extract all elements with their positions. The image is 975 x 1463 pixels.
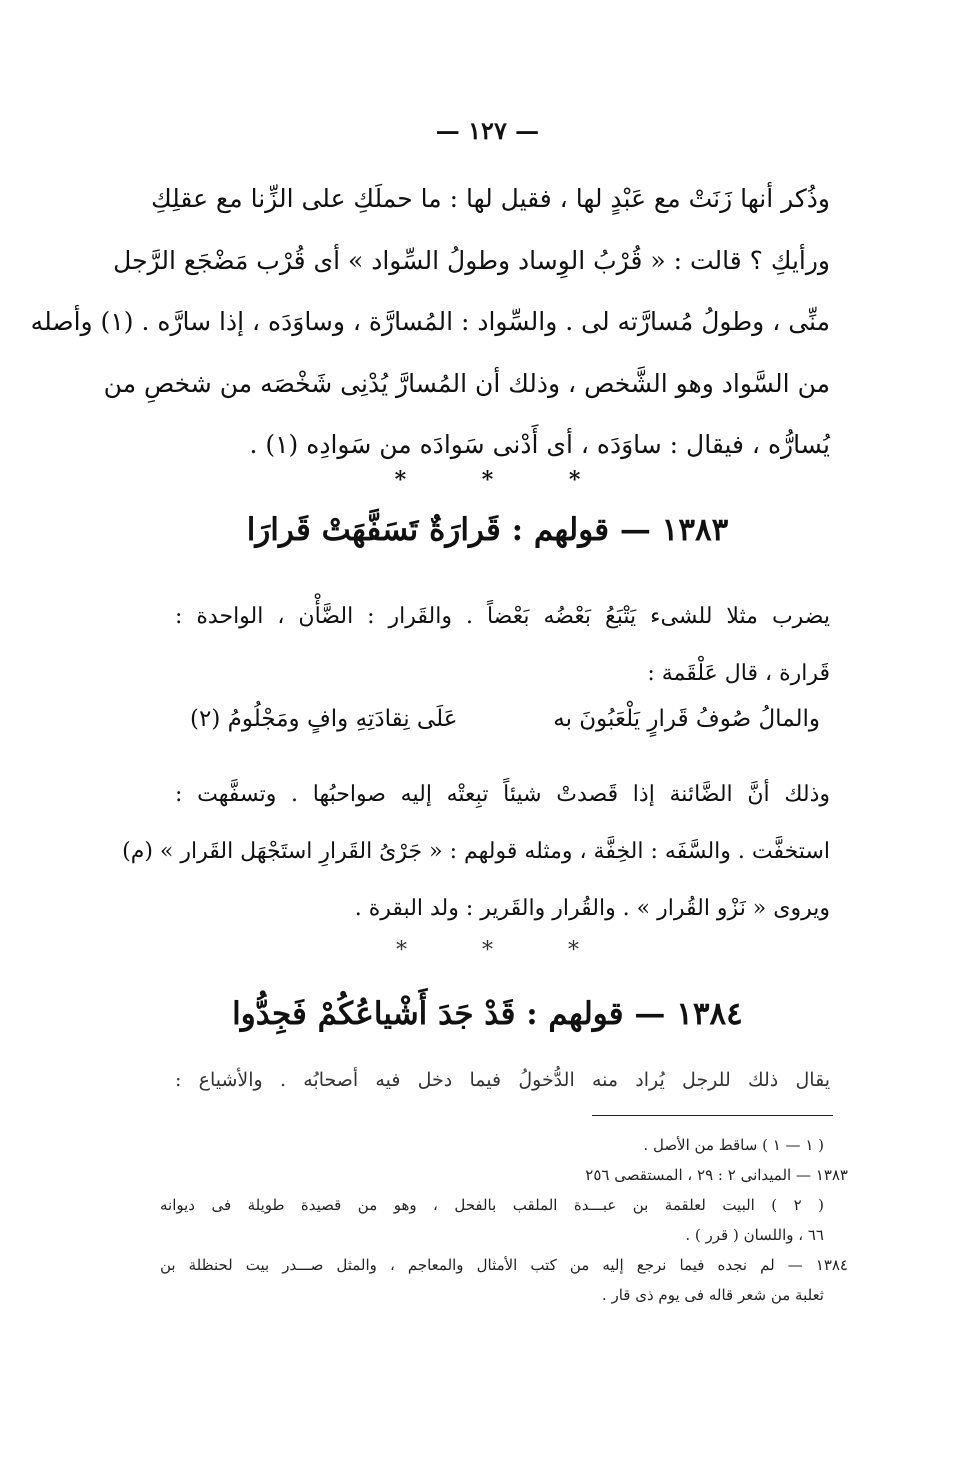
footnote: ٦٦ ، واللسان ( قرر ) . bbox=[685, 1226, 824, 1244]
text-line: ورأيكِ ؟ قالت : « قُرْبُ الوِساد وطولُ السِّواد » أى قُرْب مَضْجَع الرَّجل bbox=[113, 245, 830, 275]
footnote: ثعلبة من شعر قاله فى يوم ذى قار . bbox=[601, 1286, 824, 1304]
entry-heading-1383: ١٣٨٣ — قولهم : قَرارَةٌ تَسَفَّهَتْ قَرارَا bbox=[246, 512, 729, 548]
text-line: وذُكر أنها زَنَتْ مع عَبْدٍ لها ، فقيل لها : ما حملَكِ على الزِّنا مع عقلِكِ bbox=[151, 184, 830, 213]
text-line: يُسارُّه ، فيقال : ساوَدَه ، أى أَدْنى سَوادَه من سَوادِه (١) . bbox=[249, 430, 830, 459]
page-number: — ١٢٧ — bbox=[435, 116, 540, 145]
text-line: استخفَّت . والسَّفَه : الخِفَّة ، ومثله قولهم : « جَرْىُ القَرارِ استَجْهَل القَرار » (م) bbox=[122, 839, 830, 864]
footnote: ( ١ — ١ ) ساقط من الأصل . bbox=[643, 1136, 824, 1154]
text-line: ويروى « نَزْو القُرار » . والقُرار والقَرير : ولد البقرة . bbox=[354, 896, 830, 921]
verse-hemistich-first: والمالُ صُوفُ قَرارٍ يَلْعَبُونَ به bbox=[553, 706, 820, 732]
text-line: من السَّواد وهو الشَّخص ، وذلك أن المُسارَّ يُدْنِى شَخْصَه من شخصِ من bbox=[103, 368, 830, 398]
text-line: منِّى ، وطولُ مُسارَّته لى . والسِّواد : المُسارَّة ، وساوَدَه ، إذا سارَّه . (١) وأصله bbox=[30, 307, 830, 336]
paragraph-1383-continued bbox=[122, 766, 830, 937]
text-line: وذلك أنَّ الضَّائنة إذا قَصدتْ شيئاً تبِعتْه إليه صواحبُها . وتسفَّهت : bbox=[175, 782, 830, 807]
verse-hemistich-second: عَلَى نِقادَتِهِ وافٍ ومَجْلُومُ (٢) bbox=[190, 706, 458, 732]
text-line: يقال ذلك للرجل يُراد منه الدُّخولُ فيما دخل فيه أصحابُه . والأشياع : bbox=[175, 1069, 830, 1091]
section-separator: * * * bbox=[396, 938, 613, 963]
footnote: ( ٢ ) البيت لعلقمة بن عبـــدة الملقب بالفحل ، وهو من قصيدة طويلة فى ديوانه bbox=[160, 1196, 824, 1214]
text-line: يضرب مثلا للشىء يَتْبَعُ بَعْضُه بَعْضاً . والقَرار : الضَّأْن ، الواحدة : bbox=[175, 604, 830, 629]
poetry-verse bbox=[190, 706, 820, 732]
footnote: ١٣٨٣ — الميدانى ٢ : ٢٩ ، المستقصى ٢٥٦ bbox=[585, 1166, 848, 1184]
footnote-divider bbox=[592, 1115, 833, 1116]
paragraph-1384 bbox=[175, 1060, 830, 1100]
paragraph-intro bbox=[30, 168, 830, 476]
footnote: ١٣٨٤ — لم نجده فيما نرجع إليه من كتب الأمثال والمعاجم ، والمثل صـــدر بيت لحنظلة بن bbox=[160, 1256, 848, 1274]
entry-heading-1384: ١٣٨٤ — قولهم : قَدْ جَدَ أَشْياعُكُمْ فَجِدُّوا bbox=[232, 996, 743, 1032]
footnotes bbox=[160, 1130, 848, 1310]
paragraph-1383 bbox=[175, 588, 830, 702]
text-line: قَرارة ، قال عَلْقَمة : bbox=[647, 661, 830, 686]
section-separator: * * * bbox=[394, 467, 615, 493]
